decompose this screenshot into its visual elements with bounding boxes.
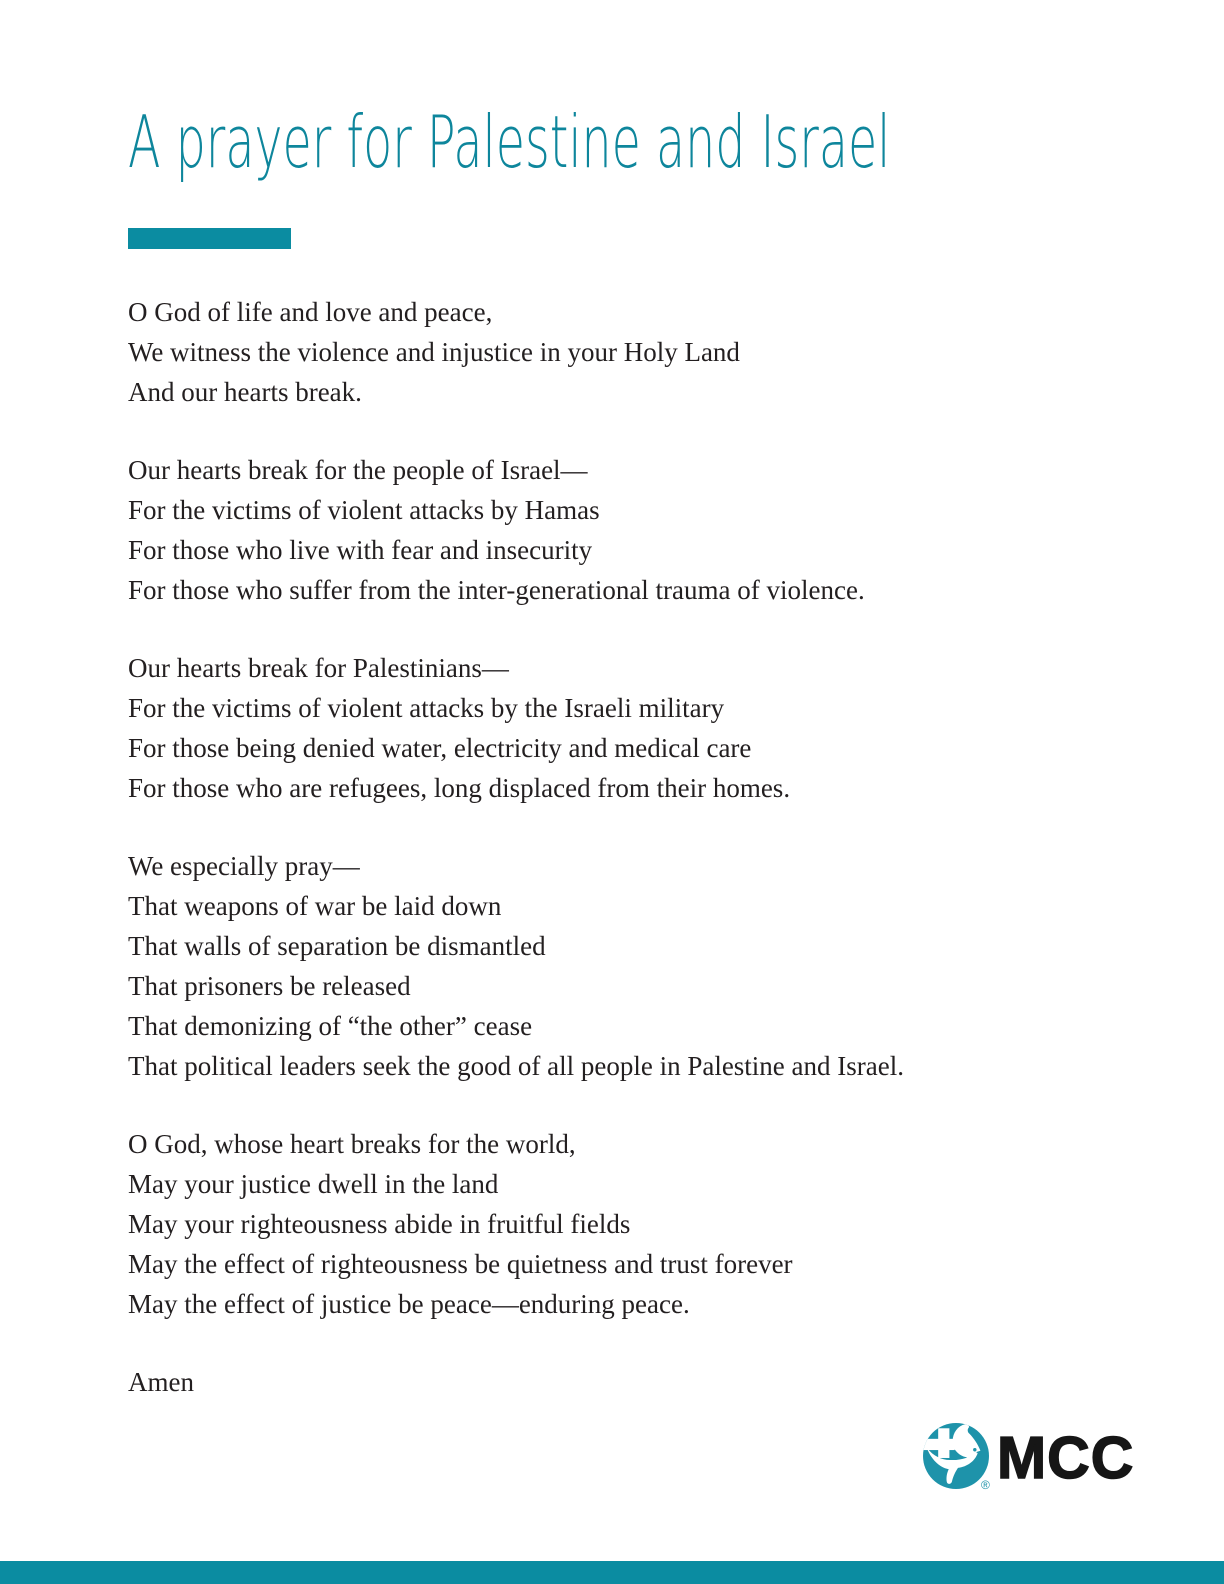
stanza-1	[128, 292, 1108, 412]
poem-line: Our hearts break for Palestinians—	[128, 653, 509, 683]
page-title: A prayer for Palestine and Israel	[128, 100, 891, 184]
poem-line: O God, whose heart breaks for the world,	[128, 1129, 576, 1159]
poem-line: Our hearts break for the people of Israel—	[128, 455, 588, 485]
poem-line: And our hearts break.	[128, 377, 362, 407]
stanza-5	[128, 1124, 1108, 1324]
poem-line: That demonizing of “the other” cease	[128, 1011, 533, 1041]
poem-line: That walls of separation be dismantled	[128, 931, 546, 961]
poem-line: For those who are refugees, long displaced from their homes.	[128, 773, 791, 803]
poem-line: May the effect of justice be peace—enduring peace.	[128, 1289, 690, 1319]
closing-amen: Amen	[128, 1367, 194, 1397]
poem-line: For the victims of violent attacks by Hamas	[128, 495, 600, 525]
poem-line: We witness the violence and injustice in your Holy Land	[128, 337, 740, 367]
stanza-3	[128, 648, 1108, 808]
title-accent-bar	[128, 228, 291, 249]
poem-line: May your justice dwell in the land	[128, 1169, 499, 1199]
dove-and-cross-icon	[923, 1423, 990, 1492]
poem-line: O God of life and love and peace,	[128, 297, 493, 327]
footer-accent-band	[0, 1561, 1224, 1584]
stanza-4	[128, 846, 1108, 1086]
registered-trademark-icon: ®	[981, 1478, 990, 1492]
prayer-text	[128, 292, 1108, 1402]
poem-line: For those who live with fear and insecurity	[128, 535, 593, 565]
mcc-logo	[923, 1423, 1183, 1493]
poem-line: For those being denied water, electricity and medical care	[128, 733, 752, 763]
poem-line: For the victims of violent attacks by the Israeli military	[128, 693, 725, 723]
poem-line: For those who suffer from the inter-generational trauma of violence.	[128, 575, 865, 605]
stanza-2	[128, 450, 1108, 610]
poem-line: That prisoners be released	[128, 971, 411, 1001]
poem-line: We especially pray—	[128, 851, 360, 881]
poem-line: May your righteousness abide in fruitful fields	[128, 1209, 631, 1239]
poem-line: That weapons of war be laid down	[128, 891, 502, 921]
poem-line: That political leaders seek the good of all people in Palestine and Israel.	[128, 1051, 904, 1081]
poem-line: May the effect of righteousness be quietness and trust forever	[128, 1249, 793, 1279]
mcc-wordmark: MCC	[997, 1425, 1135, 1491]
